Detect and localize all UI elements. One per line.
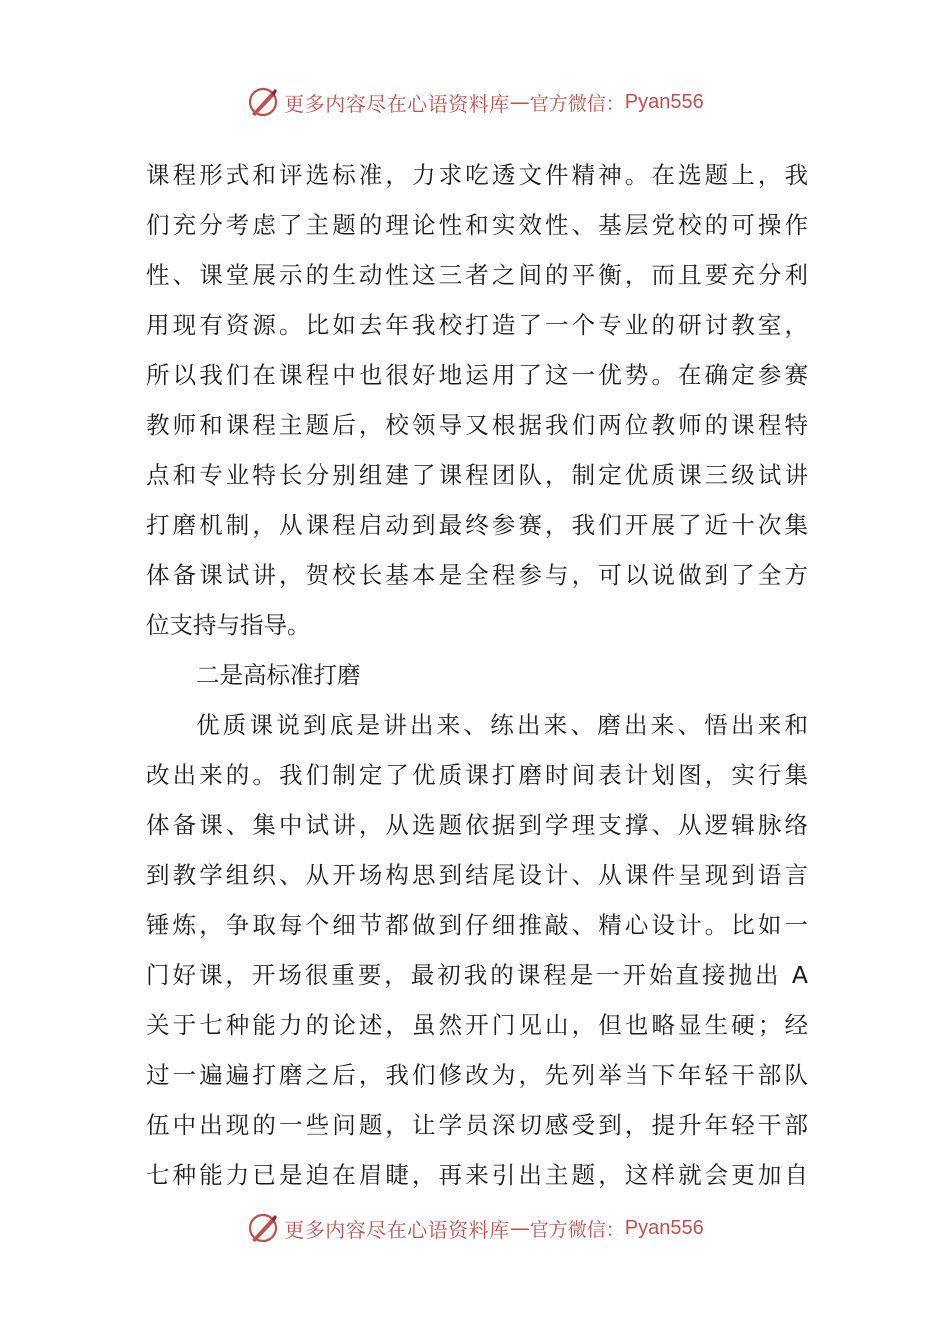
banner-dash: —	[509, 90, 530, 114]
body-line: 伍中出现的一些问题，让学员深切感受到，提升年轻干部	[146, 1111, 808, 1139]
body-line: 教师和课程主题后，校领导又根据我们两位教师的课程特	[146, 411, 808, 439]
banner-wechat-label: 官方微信：	[529, 1218, 625, 1241]
body-line: 所以我们在课程中也很好地运用了这一优势。在确定参赛	[146, 361, 808, 389]
document-body	[146, 150, 808, 1200]
banner-label: 更多内容尽在心语资料库	[284, 1217, 510, 1242]
body-line: 到教学组织、从开场构思到结尾设计、从课件呈现到语言	[146, 861, 808, 889]
body-line: 门好课，开场很重要，最初我的课程是一开始直接抛出 A	[146, 961, 808, 989]
body-line: 体备课、集中试讲，从选题依据到学理支撑、从逻辑脉络	[146, 811, 808, 839]
body-line: 用现有资源。比如去年我校打造了一个专业的研讨教室，	[146, 311, 808, 339]
banner-wechat-handle: Pyan556	[624, 1216, 704, 1239]
body-line: 关于七种能力的论述，虽然开门见山，但也略显生硬；经	[146, 1011, 808, 1039]
footer-watermark-banner	[0, 1208, 950, 1248]
body-line: 们充分考虑了主题的理论性和实效性、基层党校的可操作	[146, 211, 808, 239]
header-watermark-banner	[0, 82, 950, 122]
body-line: 打磨机制，从课程启动到最终参赛，我们开展了近十次集	[146, 511, 808, 539]
body-line: 七种能力已是迫在眉睫，再来引出主题，这样就会更加自	[146, 1161, 808, 1189]
banner-wechat-handle: Pyan556	[624, 90, 704, 113]
section-heading: 二是高标准打磨	[196, 661, 361, 689]
body-line: 性、课堂展示的生动性这三者之间的平衡，而且要充分利	[146, 261, 808, 289]
body-line: 位支持与指导。	[146, 611, 311, 639]
body-line: 锤炼，争取每个细节都做到仔细推敲、精心设计。比如一	[146, 911, 808, 939]
pen-logo-icon	[246, 85, 280, 119]
pen-logo-icon	[246, 1211, 280, 1245]
body-line: 点和专业特长分别组建了课程团队，制定优质课三级试讲	[146, 461, 808, 489]
banner-label: 更多内容尽在心语资料库	[284, 91, 510, 116]
paragraph-first-line: 优质课说到底是讲出来、练出来、磨出来、悟出来和	[196, 711, 808, 739]
body-line: 改出来的。我们制定了优质课打磨时间表计划图，实行集	[146, 761, 808, 789]
banner-wechat-label: 官方微信：	[529, 92, 625, 115]
body-line: 体备课试讲，贺校长基本是全程参与，可以说做到了全方	[146, 561, 808, 589]
body-line: 过一遍遍打磨之后，我们修改为，先列举当下年轻干部队	[146, 1061, 808, 1089]
banner-dash: —	[509, 1216, 530, 1240]
body-line: 课程形式和评选标准，力求吃透文件精神。在选题上，我	[146, 161, 808, 189]
